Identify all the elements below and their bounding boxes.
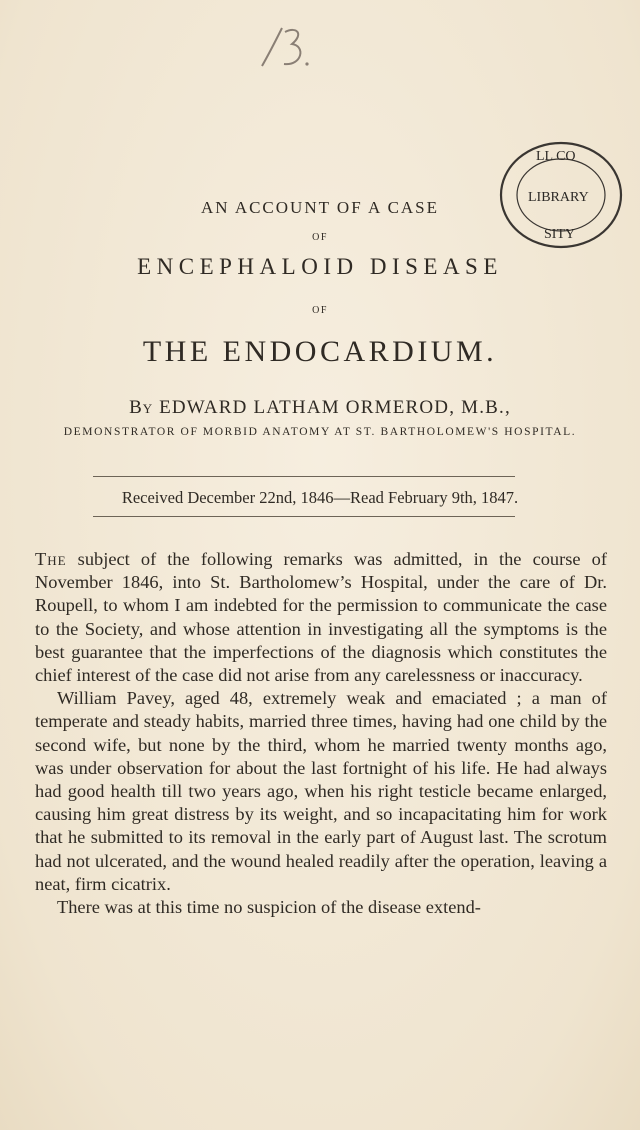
title-of-1: OF bbox=[312, 232, 328, 243]
stamp-middle-text: LIBRARY bbox=[528, 190, 589, 205]
body-text bbox=[35, 548, 607, 919]
title-line-2: ENCEPHALOID DISEASE bbox=[137, 254, 503, 279]
author-position: DEMONSTRATOR OF MORBID ANATOMY AT ST. BARTHOLOMEW'S HOSPITAL. bbox=[63, 426, 577, 438]
top-rule bbox=[93, 476, 515, 477]
bottom-rule bbox=[93, 516, 515, 517]
paragraph-1-lead: The bbox=[35, 549, 67, 569]
stamp-bottom-text: SITY bbox=[544, 227, 576, 242]
author-line bbox=[0, 397, 640, 419]
paragraph-3: There was at this time no suspicion of the disease extend- bbox=[57, 897, 481, 918]
handwritten-mark bbox=[252, 22, 312, 72]
paragraph-1-text: subject of the following remarks was admitted, in the course of November 1846, into St. Bartholomew’s Hospital, under the care of Dr. Roupell, to whom I am indebted for the permission to communicate the case to the Society, and whose attention in investigating all the symptoms is the best guarantee that the imperfections of the diagnosis which constitutes the chief interest of the case did not arise from any carelessness or inaccuracy. bbox=[35, 549, 607, 686]
author-by: By bbox=[129, 397, 154, 418]
author-name: EDWARD LATHAM ORMEROD, M.B., bbox=[159, 397, 511, 418]
paragraph-2: William Pavey, aged 48, extremely weak and emaciated ; a man of temperate and steady habits, married three times, having had one child by the second wife, but none by the third, whom he married twenty months ago, was under observation for about the last fortnight of his life. He had always had good health till two years ago, when his right testicle became enlarged, causing him great distress by its weight, and so incapacitating him for work that he submitted to its removal in the early part of August last. The scrotum had not ulcerated, and the wound healed readily after the operation, leaving a neat, firm cicatrix. bbox=[35, 688, 607, 894]
title-line-3: THE ENDOCARDIUM. bbox=[142, 335, 498, 368]
stamp-top-text: LL CO bbox=[536, 149, 576, 164]
paragraph-1 bbox=[35, 548, 607, 687]
title-line-1: AN ACCOUNT OF A CASE bbox=[200, 198, 440, 217]
received-date: Received December 22nd, 1846—Read February 9th, 1847. bbox=[121, 488, 519, 507]
title-of-2: OF bbox=[312, 305, 328, 316]
